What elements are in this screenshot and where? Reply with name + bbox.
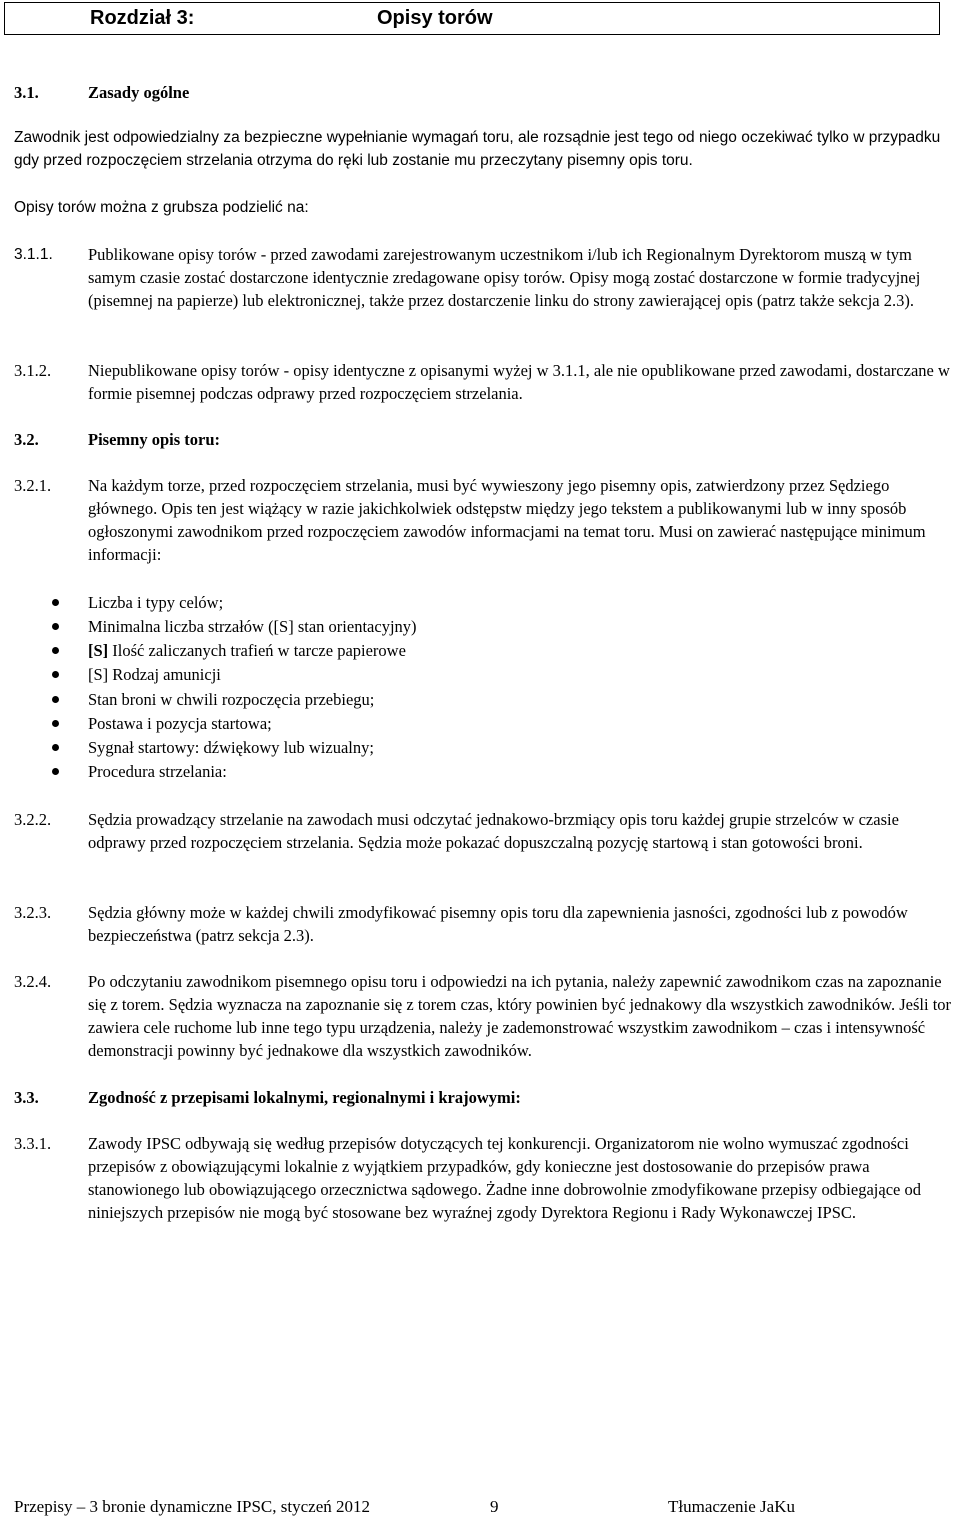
intro-paragraph-2: Opisy torów można z grubsza podzielić na: [14, 199, 309, 216]
list-item: Sygnał startowy: dźwiękowy lub wizualny; [88, 736, 374, 760]
list-item: Liczba i typy celów; [88, 591, 223, 615]
footer-document-title: Przepisy – 3 bronie dynamiczne IPSC, styczeń 2012 [14, 1497, 370, 1516]
bullet-icon [52, 768, 59, 775]
item-text-3-1-2: Niepublikowane opisy torów - opisy identyczne z opisanymi wyżej w 3.1.1, ale nie opublikowane przed zawodami, dostarczane w formie pisemnej podczas odprawy przed rozpoczęciem strzelania. [88, 361, 950, 403]
list-item: Stan broni w chwili rozpoczęcia przebiegu; [88, 688, 374, 712]
bullet-icon [52, 599, 59, 606]
item-number-3-3-1: 3.3.1. [14, 1134, 52, 1153]
list-item: [S] Rodzaj amunicji [88, 663, 221, 687]
item-number-3-2-2: 3.2.2. [14, 810, 52, 829]
section-number-3-3: 3.3. [14, 1088, 39, 1107]
chapter-header [4, 2, 940, 35]
list-item: Procedura strzelania: [88, 760, 227, 784]
item-text-3-2-3: Sędzia główny może w każdej chwili zmodyfikować pisemny opis toru dla zapewnienia jasności, zgodności lub z powodów bezpieczeństwa (patrz sekcja 2.3). [88, 903, 908, 945]
chapter-number: Rozdział 3: [90, 7, 195, 29]
list-item: Postawa i pozycja startowa; [88, 712, 272, 736]
section-number-3-1: 3.1. [14, 83, 39, 102]
bullet-icon [52, 671, 59, 678]
section-title-3-3: Zgodność z przepisami lokalnymi, regionalnymi i krajowymi: [88, 1088, 521, 1107]
bullet-icon [52, 647, 59, 654]
item-number-3-2-1: 3.2.1. [14, 476, 52, 495]
item-text-3-2-1: Na każdym torze, przed rozpoczęciem strzelania, musi być wywieszony jego pisemny opis, zatwierdzony przez Sędziego głównego. Opis ten jest wiążący w razie jakichkolwiek odstępstw między jego tekstem a publikowanymi lub w inny sposób ogłoszonymi zawodnikom przed rozpoczęciem zawodów informacjami na temat toru. Musi on zawierać następujące minimum informacji: [88, 476, 926, 564]
item-number-3-1-2: 3.1.2. [14, 361, 52, 380]
item-text-3-3-1: Zawody IPSC odbywają się według przepisów dotyczących tej konkurencji. Organizatorom nie wolno wymuszać zgodności przepisów z obowiązującymi lokalnie z wyjątkiem przypadków, gdy konieczne jest dostosowanie do przepisów prawa stanowionego lub obowiązującego orzecznictwa sądowego. Żadne inne dobrowolnie zmodyfikowane przepisy odbiegające od niniejszych przepisów nie mogą być stosowane bez wyraźnej zgody Dyrektora Regionu i Rady Wykonawczej IPSC. [88, 1134, 921, 1222]
bullet-icon [52, 623, 59, 630]
item-text-3-1-1: Publikowane opisy torów - przed zawodami zarejestrowanym uczestnikom i/lub ich Regionalnym Dyrektorom muszą w tym samym czasie zostać dostarczone identycznie zredagowane opisy torów. Opisy mogą zostać dostarczone w formie tradycyjnej (pisemnej na papierze) lub elektronicznej, także przez dostarczenie linku do strony zawierającej opis (patrz także sekcja 2.3). [88, 245, 921, 310]
list-item: Minimalna liczba strzałów ([S] stan orientacyjny) [88, 615, 417, 639]
section-number-3-2: 3.2. [14, 430, 39, 449]
bullet-tag: [S] [88, 641, 109, 660]
intro-paragraph: Zawodnik jest odpowiedzialny za bezpieczne wypełnianie wymagań toru, ale rozsądnie jest tego od niego oczekiwać tylko w przypadku gdy przed rozpoczęciem strzelania otrzyma do ręki lub zostanie mu przeczytany pisemny opis toru. [14, 129, 941, 169]
list-item: [S] Ilość zaliczanych trafień w tarcze papierowe [88, 639, 406, 663]
section-title-3-2: Pisemny opis toru: [88, 430, 220, 449]
item-text-3-2-2: Sędzia prowadzący strzelanie na zawodach musi odczytać jednakowo-brzmiący opis toru każdej grupie strzelców w czasie odprawy przed rozpoczęciem strzelania. Sędzia może pokazać dopuszczalną pozycję startową i stan gotowości broni. [88, 810, 899, 852]
page-number: 9 [490, 1497, 499, 1516]
section-title-3-1: Zasady ogólne [88, 83, 190, 102]
footer-translator: Tłumaczenie JaKu [668, 1497, 795, 1516]
bullet-icon [52, 696, 59, 703]
bullet-icon [52, 720, 59, 727]
item-text-3-2-4: Po odczytaniu zawodnikom pisemnego opisu toru i odpowiedzi na ich pytania, należy zapewnić zawodnikom czas na zapoznanie się z torem. Sędzia wyznacza na zapoznanie się z torem czas, który powinien być jednakowy dla wszystkich zawodników. Jeśli tor zawiera cele ruchome lub inne tego typu urządzenia, należy je zademonstrować wszystkim zawodnikom – czas i intensywność demonstracji powinny być jednakowe dla wszystkich zawodników. [88, 972, 952, 1060]
item-number-3-2-3: 3.2.3. [14, 903, 52, 922]
bullet-icon [52, 744, 59, 751]
chapter-title: Opisy torów [377, 7, 493, 29]
item-number-3-1-1: 3.1.1. [14, 246, 53, 263]
item-number-3-2-4: 3.2.4. [14, 972, 52, 991]
